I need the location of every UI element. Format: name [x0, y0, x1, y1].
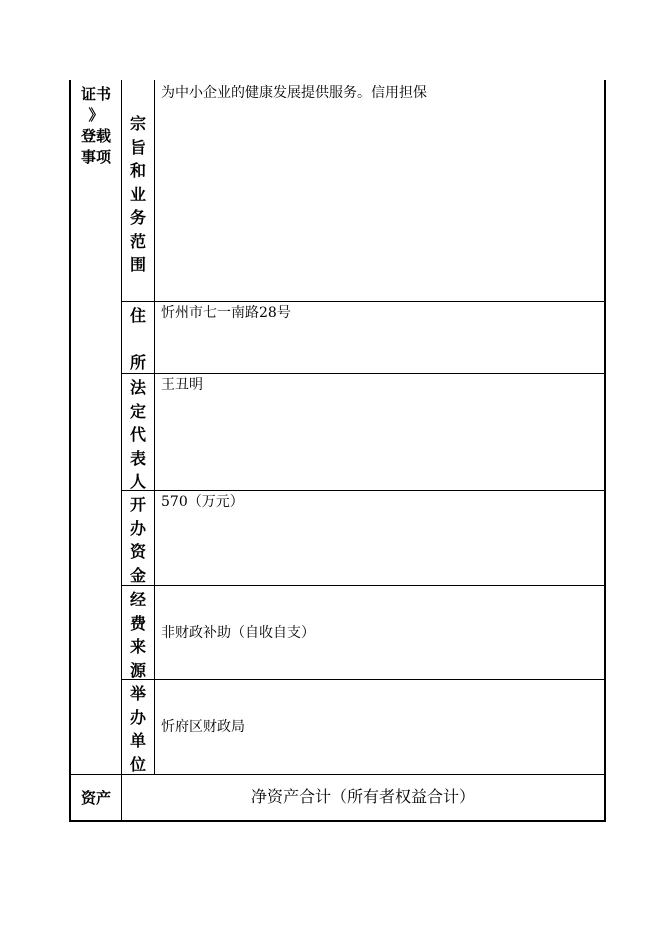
section-label-line: 登载	[80, 127, 111, 145]
value-sponsor: 忻府区财政局	[161, 719, 245, 735]
row-line-6	[121, 679, 605, 680]
value-funding-source: 非财政补助（自收自支）	[161, 625, 315, 641]
section-label	[71, 84, 121, 168]
label-assets: 资产	[80, 789, 111, 807]
row-line-5	[121, 585, 605, 586]
value-legal-rep: 王丑明	[161, 377, 203, 393]
label-sponsor: 举 办 单 位	[129, 684, 146, 774]
table-border-left	[69, 80, 71, 822]
value-assets: 净资产合计（所有者权益合计）	[250, 787, 475, 806]
section-label-line: 》	[88, 106, 104, 124]
label-legal-rep: 法 定 代 表 人	[129, 378, 146, 491]
label-purpose-scope: 宗 旨 和 业 务 范 围	[129, 114, 146, 274]
col-divider-2	[154, 80, 155, 774]
table-border-bottom	[69, 820, 606, 822]
section-label-line: 事项	[80, 148, 111, 166]
row-line-4	[121, 490, 605, 491]
row-line-1	[154, 301, 605, 302]
row-line-3	[121, 373, 605, 374]
value-purpose-scope: 为中小企业的健康发展提供服务。信用担保	[161, 85, 427, 101]
label-funds: 开 办 资 金	[129, 495, 146, 585]
table-border-right	[604, 80, 606, 822]
value-funds: 570（万元）	[161, 494, 244, 510]
section-label-line: 证书	[80, 85, 111, 103]
row-line-2	[121, 301, 155, 302]
label-address: 住 所	[129, 306, 146, 372]
value-address: 忻州市七一南路28号	[161, 305, 291, 321]
label-funding-source: 经 费 来 源	[129, 590, 146, 680]
